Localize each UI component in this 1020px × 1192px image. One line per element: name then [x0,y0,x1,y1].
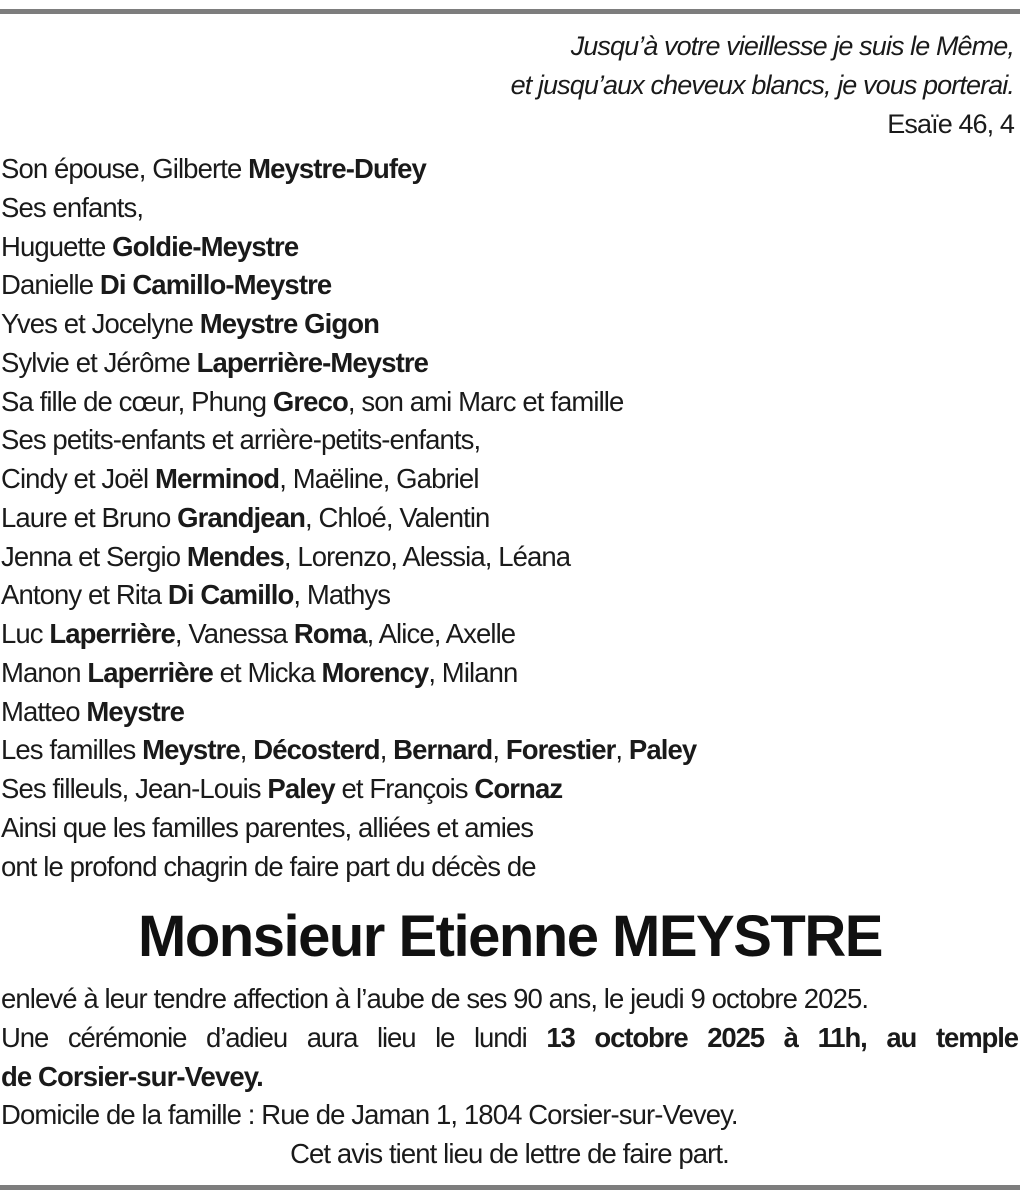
family-text: , Milann [428,656,518,688]
family-text: , son ami Marc et famille [347,385,624,417]
family-text: , [379,734,394,766]
family-surname: Laperrière [87,656,213,688]
family-text: Ses filleuls, Jean-Louis [1,773,268,804]
family-line [1,848,1016,887]
family-text: Son épouse, Gilberte [1,153,249,184]
family-line [1,150,1016,189]
family-text: Sylvie et Jérôme [1,346,197,378]
family-surname: Bernard [393,734,493,766]
family-text: , [492,734,506,766]
family-line [1,693,1016,732]
notice-statement: Cet avis tient lieu de lettre de faire part. [290,1138,729,1169]
family-text: Yves et Jocelyne [1,308,200,339]
family-text: Les familles [1,734,143,766]
closing-text [1,980,1018,1174]
bible-verse [511,27,1014,144]
family-text: Jenna et Sergio [1,540,187,572]
family-text: et François [334,773,475,804]
family-surname: Mendes [186,540,284,572]
ceremony-prefix: Une cérémonie d’adieu aura lieu le lundi [1,1021,547,1053]
family-line [1,538,1016,577]
family-text: Cindy et Joël [1,463,156,494]
family-text: , Chloé, Valentin [305,501,490,533]
family-surname: Laperrière [49,618,175,649]
verse-line-1: Jusqu’à votre vieillesse je suis le Même, [570,31,1014,61]
family-text: , Alice, Axelle [366,618,516,649]
top-border-rule [0,9,1020,14]
family-text: Ses petits-enfants et arrière-petits-enfants, [1,424,481,456]
family-line [1,731,1016,770]
family-line [1,228,1016,267]
family-surname: Di Camillo [167,579,294,611]
family-surname: Laperrière-Meystre [196,346,429,378]
family-text: Huguette [1,230,113,262]
family-surname: Meystre [142,734,240,766]
family-text: Ses enfants, [1,191,144,223]
family-text: Laure et Bruno [1,501,178,533]
family-line [1,460,1016,499]
family-surname: Décosterd [253,734,380,766]
family-text: Matteo [1,695,87,727]
family-surname: Meystre-Dufey [248,153,426,184]
ceremony-location: de Corsier-sur-Vevey. [1,1060,263,1092]
family-text: , Mathys [293,579,391,611]
passing-announcement: enlevé à leur tendre affection à l’aube de ses 90 ans, le jeudi 9 octobre 2025. [1,983,869,1014]
family-line [1,576,1016,615]
verse-reference: Esaïe 46, 4 [887,109,1014,139]
family-surname: Forestier [505,734,616,766]
family-surname: Roma [293,618,367,649]
ceremony-datetime: 13 octobre 2025 à 11h, au temple [546,1021,1018,1053]
family-text: Ainsi que les familles parentes, alliées et amies [1,811,534,843]
family-surname: Paley [628,734,697,766]
family-surname: Cornaz [474,773,563,804]
family-line [1,344,1016,383]
family-surname: Goldie-Meystre [112,230,299,262]
family-line [1,615,1016,654]
family-surname: Morency [321,656,429,688]
family-surname: Grandjean [177,501,305,533]
ceremony-line [1,1019,1018,1058]
family-text: et Micka [212,656,322,688]
family-text: , Maëline, Gabriel [279,463,479,494]
ceremony-location-line [1,1058,1018,1097]
family-text: Manon [1,656,88,688]
family-line [1,770,1016,809]
family-list [1,150,1016,886]
verse-line-2: et jusqu’aux cheveux blancs, je vous porterai. [510,70,1014,100]
family-line [1,189,1016,228]
family-text: Luc [1,618,50,649]
family-text: , [615,734,629,766]
deceased-name: Monsieur Etienne MEYSTRE [138,904,882,969]
bottom-border-rule [0,1185,1020,1190]
family-text: , [239,734,254,766]
family-text: Danielle [1,269,100,301]
family-line [1,305,1016,344]
family-surname: Paley [267,773,335,804]
family-surname: Meystre Gigon [199,308,380,339]
family-line [1,654,1016,693]
family-line [1,499,1016,538]
family-line [1,809,1016,848]
family-line [1,383,1016,422]
family-line [1,266,1016,305]
family-text: , Lorenzo, Alessia, Léana [283,540,571,572]
family-surname: Merminod [155,463,280,494]
family-text: Sa fille de cœur, Phung [1,385,273,417]
family-surname: Greco [272,385,348,417]
family-text: , Vanessa [174,618,294,649]
family-line [1,421,1016,460]
family-text: Antony et Rita [1,579,168,611]
family-domicile: Domicile de la famille : Rue de Jaman 1, 1804 Corsier-sur-Vevey. [1,1099,738,1131]
family-surname: Meystre [86,695,185,727]
family-text: ont le profond chagrin de faire part du décès de [1,850,536,882]
family-surname: Di Camillo-Meystre [99,269,332,301]
